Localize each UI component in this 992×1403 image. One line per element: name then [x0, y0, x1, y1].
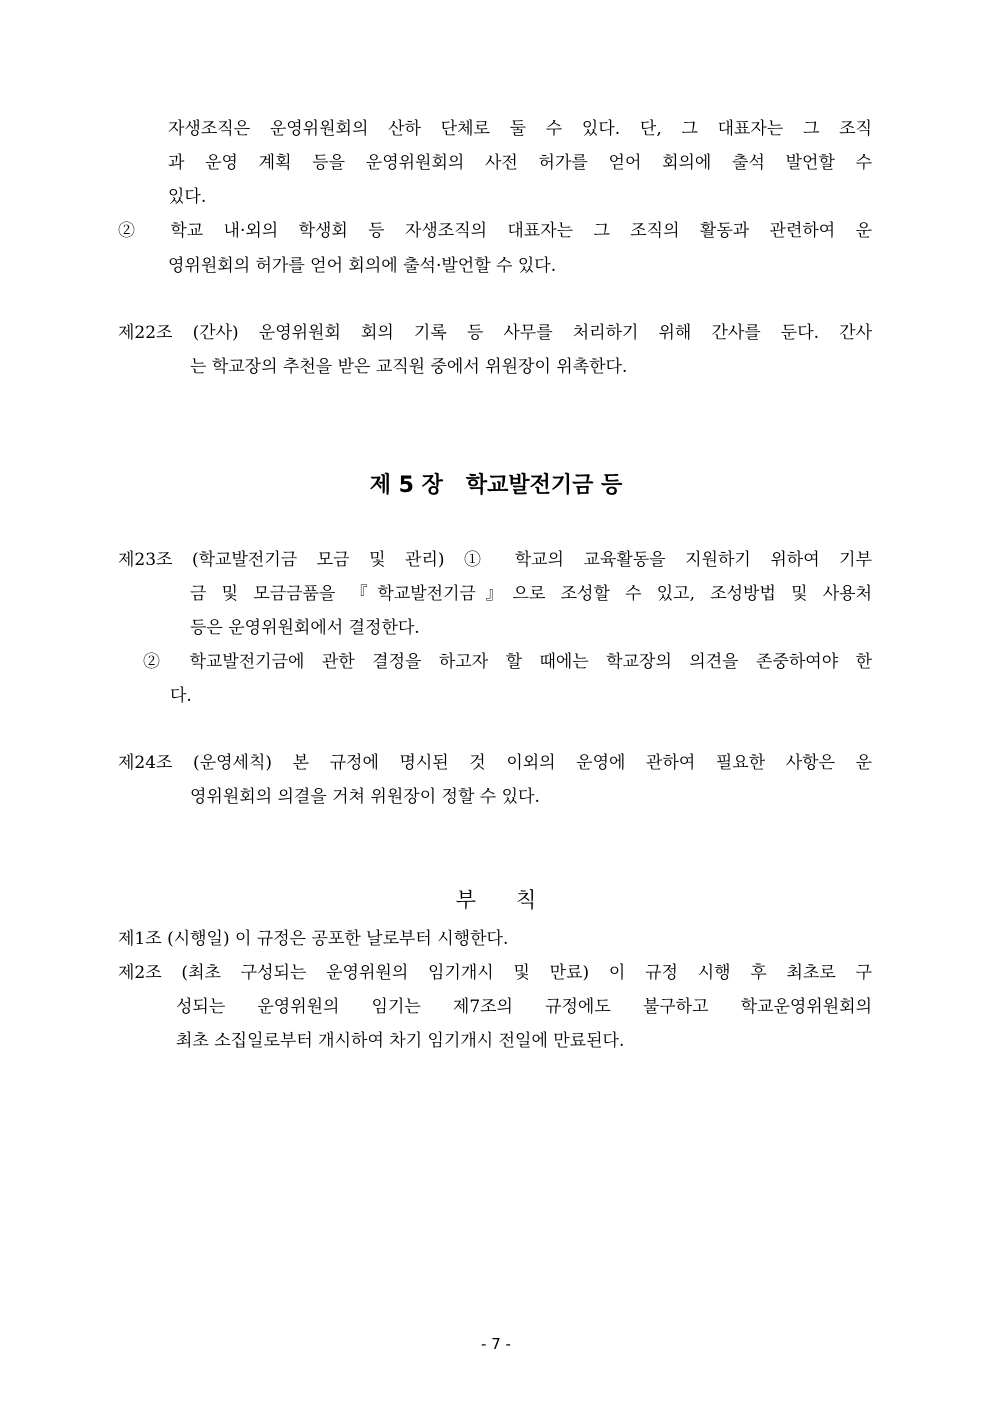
article-23-clause-2-line-2: 다. — [170, 686, 192, 706]
appendix-article-2-line-1: 제2조 (최초 구성되는 운영위원의 임기개시 및 만료) 이 규정 시행 후 최초로 구 — [118, 963, 872, 983]
continuation-line-3: 있다. — [168, 187, 207, 207]
clause-2-line-1: ② 학교 내·외의 학생회 등 자생조직의 대표자는 그 조직의 활동과 관련하여 운 — [118, 221, 872, 241]
appendix-article-2-line-3: 최초 소집일로부터 개시하여 차기 임기개시 전일에 만료된다. — [176, 1031, 625, 1051]
article-23-clause-2-line-1: ② 학교발전기금에 관한 결정을 하고자 할 때에는 학교장의 의견을 존중하여야 한 — [143, 652, 872, 672]
article-23-line-3: 등은 운영위원회에서 결정한다. — [190, 618, 420, 638]
article-23-line-1: 제23조 (학교발전기금 모금 및 관리) ① 학교의 교육활동을 지원하기 위하여 기부 — [118, 550, 872, 570]
clause-2-line-2: 영위원회의 허가를 얻어 회의에 출석·발언할 수 있다. — [168, 256, 557, 276]
appendix-article-1-line-1: 제1조 (시행일) 이 규정은 공포한 날로부터 시행한다. — [118, 929, 509, 949]
article-24-line-1: 제24조 (운영세칙) 본 규정에 명시된 것 이외의 운영에 관하여 필요한 사항은 운 — [118, 753, 872, 773]
appendix-article-2-line-2: 성되는 운영위원의 임기는 제7조의 규정에도 불구하고 학교운영위원회의 — [176, 997, 872, 1017]
chapter-heading: 제 5 장 학교발전기금 등 — [369, 473, 623, 498]
article-24-line-2: 영위원회의 의결을 거쳐 위원장이 정할 수 있다. — [190, 787, 540, 807]
article-23-line-2: 금 및 모금금품을 『학교발전기금』으로 조성할 수 있고, 조성방법 및 사용처 — [190, 584, 872, 604]
appendix-heading: 부 칙 — [455, 888, 537, 912]
continuation-line-2: 과 운영 계획 등을 운영위원회의 사전 허가를 얻어 회의에 출석 발언할 수 — [168, 153, 872, 173]
article-22-line-2: 는 학교장의 추천을 받은 교직원 중에서 위원장이 위촉한다. — [190, 357, 628, 377]
continuation-line-1: 자생조직은 운영위원회의 산하 단체로 둘 수 있다. 단, 그 대표자는 그 조직 — [168, 119, 872, 139]
page-number: - 7 - — [481, 1335, 511, 1353]
article-22-line-1: 제22조 (간사) 운영위원회 회의 기록 등 사무를 처리하기 위해 간사를 둔다. 간사 — [118, 323, 872, 343]
